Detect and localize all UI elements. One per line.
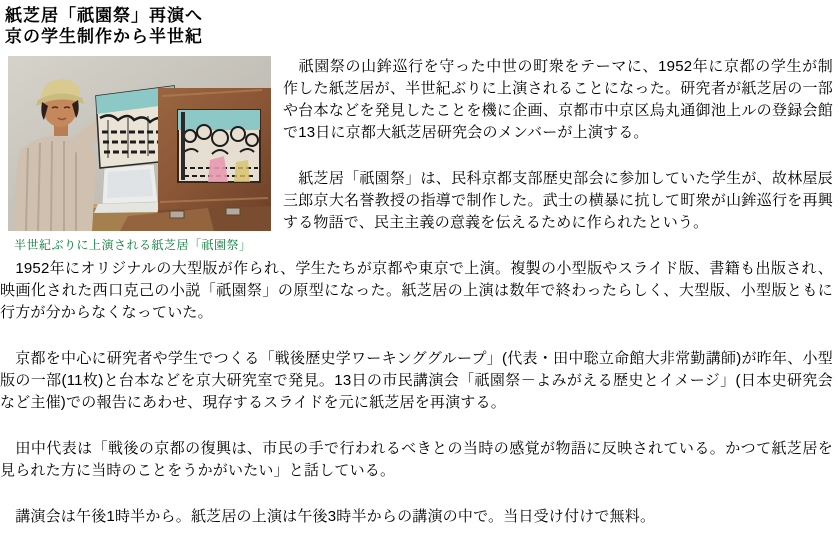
article-paragraph-2: 紙芝居「祇園祭」は、民科京都支部歴史部会に参加していた学生が、故林屋辰三郎京大名誉教授の指導で制作した。武士の横暴に抗して町衆が山鉾巡行を再興する物語で、民主主義の意義を伝えるために作られたという。: [283, 170, 833, 231]
article-paragraph-6: 講演会は午後1時半から。紙芝居の上演は午後3時半からの講演の中で。当日受け付けで無料。: [0, 508, 656, 525]
news-photo-figure: [8, 56, 271, 253]
headline-line-1: 紙芝居「祇園祭」再演へ: [5, 6, 203, 25]
article-paragraph-1: 祇園祭の山鉾巡行を守った中世の町衆をテーマに、1952年に京都の学生が制作した紙芝居が、半世紀ぶりに上演されることになった。研究者が紙芝居の一部や台本などを発見したことを機に企画、京都市中京区烏丸通御池上ルの登録会館で13日に京都大紙芝居研究会のメンバーが上演する。: [283, 58, 833, 141]
article-body: [0, 56, 839, 528]
photo-caption: 半世紀ぶりに上演される紙芝居「祇園祭」: [14, 238, 252, 252]
article-paragraph-3: 1952年にオリジナルの大型版が作られ、学生たちが京都や東京で上演。複製の小型版やスライド版、書籍も出版され、映画化された西口克己の小説「祇園祭」の原型になった。紙芝居の上演は数年で終わったらしく、大型版、小型版ともに行方が分からなくなっていた。: [0, 260, 833, 321]
article-page: [0, 5, 839, 552]
article-paragraph-4: 京都を中心に研究者や学生でつくる「戦後歴史学ワーキンググループ」(代表・田中聡立命館大非常勤講師)が昨年、小型版の一部(11枚)と台本などを京大研究室で発見。13日の市民講演会「祇園祭－よみがえる歴史とイメージ」(日本史研究会など主催)での報告にあわせ、現存するスライドを元に紙芝居を再演する。: [0, 350, 833, 411]
kamishibai-photo-image: [8, 56, 271, 231]
article-paragraph-5: 田中代表は「戦後の京都の復興は、市民の手で行われるべきとの当時の感覚が物語に反映されている。かつて紙芝居を見られた方に当時のことをうかがいたい」と話している。: [0, 440, 833, 479]
page-title: [5, 5, 839, 47]
headline-line-2: 京の学生制作から半世紀: [5, 27, 203, 46]
